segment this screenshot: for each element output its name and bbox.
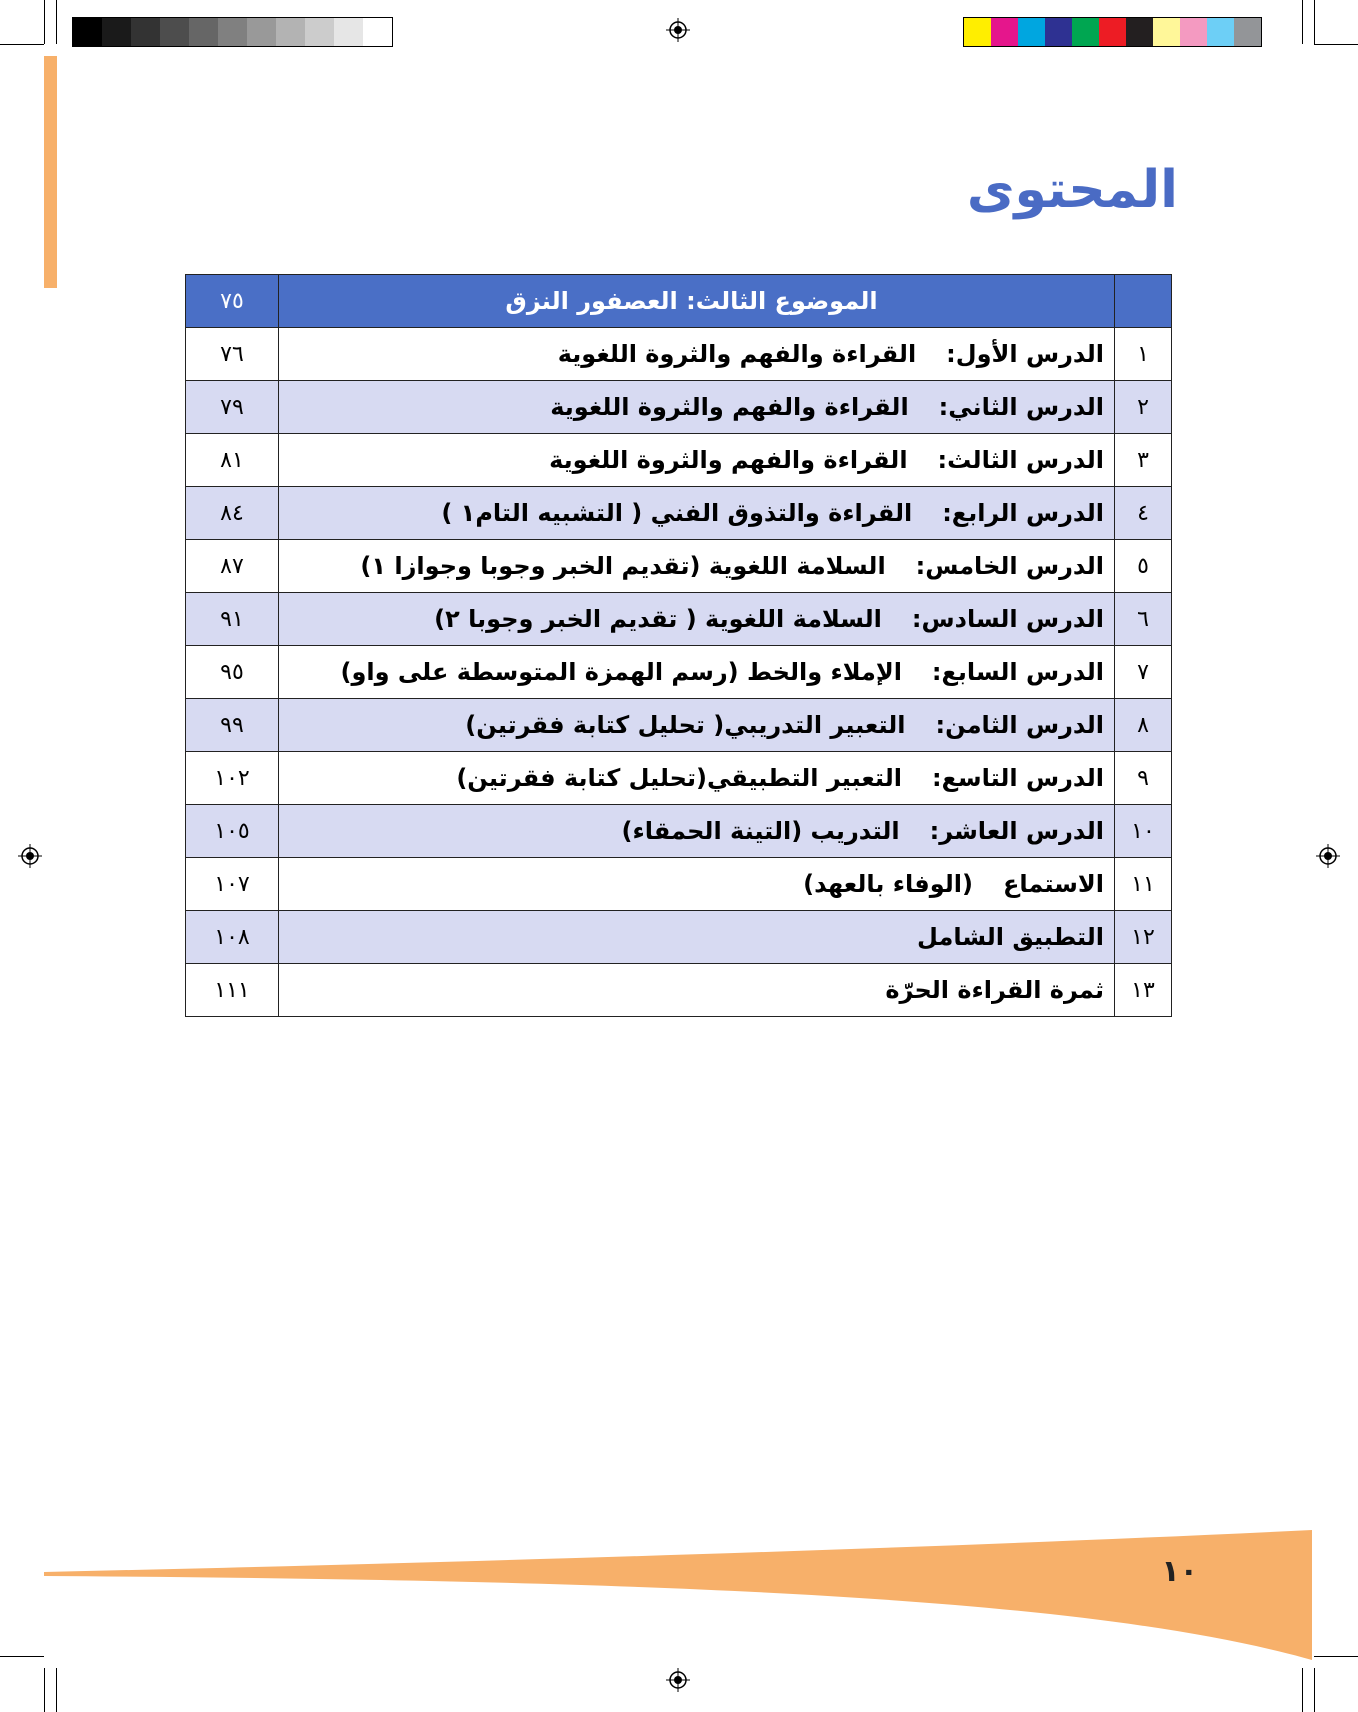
grayscale-swatch xyxy=(276,18,305,46)
row-title xyxy=(279,858,1115,911)
contents-table xyxy=(185,274,1172,1017)
crop-mark xyxy=(56,1668,57,1712)
row-page: ٨٧ xyxy=(186,540,279,593)
table-row xyxy=(186,328,1172,381)
table-row xyxy=(186,911,1172,964)
lesson-label: ثمرة القراءة الحرّة xyxy=(885,976,1104,1004)
row-number: ٤ xyxy=(1115,487,1172,540)
row-number: ١ xyxy=(1115,328,1172,381)
lesson-label: الدرس الرابع: xyxy=(942,499,1104,527)
color-swatch xyxy=(1045,18,1072,46)
table-row xyxy=(186,805,1172,858)
lesson-topic: السلامة اللغوية (تقديم الخبر وجوبا وجوازا ١) xyxy=(360,552,886,580)
grayscale-swatch xyxy=(305,18,334,46)
lesson-label: الاستماع xyxy=(1003,870,1104,898)
color-swatch xyxy=(1153,18,1180,46)
crop-mark xyxy=(1314,44,1358,45)
color-swatch xyxy=(1072,18,1099,46)
row-title xyxy=(279,805,1115,858)
crop-mark xyxy=(44,1668,45,1712)
row-number: ١١ xyxy=(1115,858,1172,911)
color-swatch xyxy=(1207,18,1234,46)
grayscale-swatch xyxy=(334,18,363,46)
lesson-label: التطبيق الشامل xyxy=(917,923,1104,951)
row-page: ١٠٨ xyxy=(186,911,279,964)
table-row xyxy=(186,964,1172,1017)
lesson-topic: التعبير التطبيقي(تحليل كتابة فقرتين) xyxy=(456,764,902,792)
table-row xyxy=(186,434,1172,487)
registration-mark-icon xyxy=(18,844,42,868)
lesson-label: الدرس الخامس: xyxy=(915,552,1104,580)
crop-mark xyxy=(1314,0,1315,44)
row-page: ٨١ xyxy=(186,434,279,487)
page-title: المحتوى xyxy=(966,160,1178,220)
table-row xyxy=(186,381,1172,434)
footer-orange-swoosh xyxy=(0,1520,1358,1670)
row-page: ٨٤ xyxy=(186,487,279,540)
crop-mark xyxy=(44,0,45,44)
color-swatch-bar xyxy=(963,17,1262,47)
table-row xyxy=(186,540,1172,593)
row-page: ٧٩ xyxy=(186,381,279,434)
row-page: ١٠٥ xyxy=(186,805,279,858)
color-swatch xyxy=(1018,18,1045,46)
lesson-topic: (الوفاء بالعهد) xyxy=(803,870,973,898)
row-title xyxy=(279,593,1115,646)
table-row xyxy=(186,699,1172,752)
header-title-cell: الموضوع الثالث: العصفور النزق xyxy=(279,275,1115,328)
crop-mark xyxy=(56,0,57,44)
page-number: ١٠ xyxy=(1161,1554,1198,1589)
row-page: ١٠٢ xyxy=(186,752,279,805)
row-title xyxy=(279,699,1115,752)
row-title xyxy=(279,964,1115,1017)
lesson-topic: التعبير التدريبي( تحليل كتابة فقرتين) xyxy=(465,711,906,739)
left-accent-strip xyxy=(44,56,57,288)
row-page: ١١١ xyxy=(186,964,279,1017)
grayscale-swatch xyxy=(102,18,131,46)
lesson-label: الدرس الأول: xyxy=(946,340,1104,368)
grayscale-swatch xyxy=(247,18,276,46)
row-number: ٣ xyxy=(1115,434,1172,487)
row-title xyxy=(279,540,1115,593)
row-number: ٧ xyxy=(1115,646,1172,699)
lesson-label: الدرس العاشر: xyxy=(929,817,1104,845)
table-row xyxy=(186,858,1172,911)
table-row xyxy=(186,646,1172,699)
row-number: ١٣ xyxy=(1115,964,1172,1017)
lesson-label: الدرس الثالث: xyxy=(937,446,1104,474)
row-number: ٥ xyxy=(1115,540,1172,593)
crop-mark xyxy=(1302,0,1303,44)
row-number: ٨ xyxy=(1115,699,1172,752)
color-swatch xyxy=(964,18,991,46)
crop-mark xyxy=(1314,1668,1315,1712)
row-page: ٩١ xyxy=(186,593,279,646)
lesson-topic: القراءة والفهم والثروة اللغوية xyxy=(549,446,908,474)
lesson-topic: التدريب (التينة الحمقاء) xyxy=(621,817,900,845)
lesson-label: الدرس الثامن: xyxy=(935,711,1104,739)
lesson-label: الدرس السابع: xyxy=(931,658,1104,686)
row-page: ١٠٧ xyxy=(186,858,279,911)
grayscale-swatch xyxy=(131,18,160,46)
crop-mark xyxy=(0,44,44,45)
lesson-topic: القراءة والتذوق الفني ( التشبيه التام١ ) xyxy=(441,499,913,527)
row-title xyxy=(279,434,1115,487)
row-title xyxy=(279,487,1115,540)
row-page: ٩٩ xyxy=(186,699,279,752)
row-page: ٩٥ xyxy=(186,646,279,699)
row-number: ٦ xyxy=(1115,593,1172,646)
row-title xyxy=(279,646,1115,699)
lesson-label: الدرس السادس: xyxy=(911,605,1104,633)
color-swatch xyxy=(1099,18,1126,46)
lesson-label: الدرس الثاني: xyxy=(938,393,1104,421)
header-page-cell: ٧٥ xyxy=(186,275,279,328)
grayscale-swatch xyxy=(73,18,102,46)
grayscale-swatch xyxy=(160,18,189,46)
row-title xyxy=(279,911,1115,964)
registration-mark-icon xyxy=(666,1668,690,1692)
registration-mark-icon xyxy=(666,18,690,42)
row-page: ٧٦ xyxy=(186,328,279,381)
grayscale-swatch xyxy=(218,18,247,46)
lesson-topic: السلامة اللغوية ( تقديم الخبر وجوبا ٢) xyxy=(434,605,882,633)
header-num-cell xyxy=(1115,275,1172,328)
crop-mark xyxy=(1302,1668,1303,1712)
row-title xyxy=(279,328,1115,381)
row-title xyxy=(279,752,1115,805)
registration-mark-icon xyxy=(1316,844,1340,868)
lesson-topic: القراءة والفهم والثروة اللغوية xyxy=(550,393,909,421)
table-row xyxy=(186,752,1172,805)
table-row xyxy=(186,593,1172,646)
lesson-topic: القراءة والفهم والثروة اللغوية xyxy=(557,340,917,368)
color-swatch xyxy=(991,18,1018,46)
lesson-topic: الإملاء والخط (رسم الهمزة المتوسطة على واو) xyxy=(340,658,902,686)
grayscale-bar xyxy=(72,17,393,47)
row-number: ٩ xyxy=(1115,752,1172,805)
row-number: ١٢ xyxy=(1115,911,1172,964)
color-swatch xyxy=(1126,18,1153,46)
lesson-label: الدرس التاسع: xyxy=(931,764,1104,792)
row-number: ١٠ xyxy=(1115,805,1172,858)
grayscale-swatch xyxy=(189,18,218,46)
table-row xyxy=(186,487,1172,540)
table-header-row xyxy=(186,275,1172,328)
color-swatch xyxy=(1180,18,1207,46)
row-number: ٢ xyxy=(1115,381,1172,434)
row-title xyxy=(279,381,1115,434)
grayscale-swatch xyxy=(363,18,392,46)
color-swatch xyxy=(1234,18,1261,46)
